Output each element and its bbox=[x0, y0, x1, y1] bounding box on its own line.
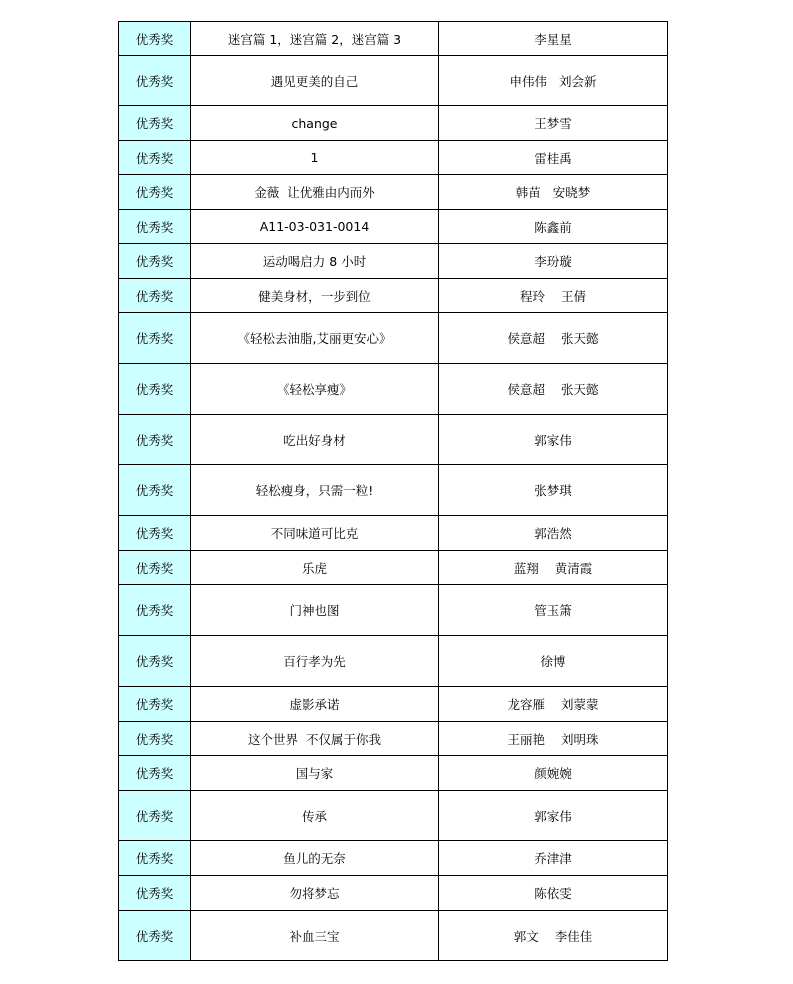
title-cell: 百行孝为先 bbox=[191, 636, 439, 687]
award-cell: 优秀奖 bbox=[119, 876, 191, 911]
award-cell: 优秀奖 bbox=[119, 791, 191, 841]
authors-cell: 郭家伟 bbox=[439, 791, 668, 841]
award-cell: 优秀奖 bbox=[119, 841, 191, 876]
table-row bbox=[119, 415, 668, 465]
table-row bbox=[119, 585, 668, 636]
title-cell: 门神也图 bbox=[191, 585, 439, 636]
title-cell: change bbox=[191, 106, 439, 141]
authors-cell: 申伟伟 刘会新 bbox=[439, 56, 668, 106]
title-cell: 乐虎 bbox=[191, 551, 439, 585]
title-cell: 不同味道可比克 bbox=[191, 516, 439, 551]
award-cell: 优秀奖 bbox=[119, 175, 191, 210]
authors-cell: 张梦琪 bbox=[439, 465, 668, 516]
authors-cell: 陈依雯 bbox=[439, 876, 668, 911]
table-row bbox=[119, 175, 668, 210]
table-row bbox=[119, 56, 668, 106]
title-cell: 补血三宝 bbox=[191, 911, 439, 961]
title-cell: 金薇 让优雅由内而外 bbox=[191, 175, 439, 210]
award-cell: 优秀奖 bbox=[119, 636, 191, 687]
table-row bbox=[119, 551, 668, 585]
award-cell: 优秀奖 bbox=[119, 465, 191, 516]
table-row bbox=[119, 313, 668, 364]
authors-cell: 王梦雪 bbox=[439, 106, 668, 141]
authors-cell: 李星星 bbox=[439, 22, 668, 56]
table-row bbox=[119, 210, 668, 244]
title-cell: 1 bbox=[191, 141, 439, 175]
table-row bbox=[119, 516, 668, 551]
table-row bbox=[119, 911, 668, 961]
authors-cell: 蓝翔 黄清霞 bbox=[439, 551, 668, 585]
authors-cell: 龙容雁 刘蒙蒙 bbox=[439, 687, 668, 722]
authors-cell: 管玉箫 bbox=[439, 585, 668, 636]
authors-cell: 王丽艳 刘明珠 bbox=[439, 722, 668, 756]
table-row bbox=[119, 279, 668, 313]
title-cell: 勿将梦忘 bbox=[191, 876, 439, 911]
title-cell: 轻松瘦身，只需一粒! bbox=[191, 465, 439, 516]
title-cell: 《轻松享瘦》 bbox=[191, 364, 439, 415]
title-cell: 国与家 bbox=[191, 756, 439, 791]
award-table-body bbox=[119, 22, 668, 961]
award-cell: 优秀奖 bbox=[119, 313, 191, 364]
authors-cell: 韩苗 安晓梦 bbox=[439, 175, 668, 210]
award-cell: 优秀奖 bbox=[119, 279, 191, 313]
authors-cell: 侯意超 张天懿 bbox=[439, 313, 668, 364]
table-row bbox=[119, 687, 668, 722]
table-row bbox=[119, 141, 668, 175]
title-cell: 这个世界 不仅属于你我 bbox=[191, 722, 439, 756]
authors-cell: 郭文 李佳佳 bbox=[439, 911, 668, 961]
award-cell: 优秀奖 bbox=[119, 106, 191, 141]
title-cell: 虚影承诺 bbox=[191, 687, 439, 722]
table-row bbox=[119, 636, 668, 687]
authors-cell: 陈鑫前 bbox=[439, 210, 668, 244]
title-cell: A11-03-031-0014 bbox=[191, 210, 439, 244]
title-cell: 《轻松去油脂,艾丽更安心》 bbox=[191, 313, 439, 364]
authors-cell: 侯意超 张天懿 bbox=[439, 364, 668, 415]
award-cell: 优秀奖 bbox=[119, 585, 191, 636]
award-cell: 优秀奖 bbox=[119, 722, 191, 756]
authors-cell: 徐博 bbox=[439, 636, 668, 687]
title-cell: 健美身材，一步到位 bbox=[191, 279, 439, 313]
award-cell: 优秀奖 bbox=[119, 911, 191, 961]
authors-cell: 雷桂禹 bbox=[439, 141, 668, 175]
award-table bbox=[118, 21, 668, 961]
table-row bbox=[119, 841, 668, 876]
authors-cell: 乔津津 bbox=[439, 841, 668, 876]
award-cell: 优秀奖 bbox=[119, 56, 191, 106]
table-row bbox=[119, 876, 668, 911]
table-row bbox=[119, 791, 668, 841]
title-cell: 鱼儿的无奈 bbox=[191, 841, 439, 876]
table-row bbox=[119, 244, 668, 279]
title-cell: 吃出好身材 bbox=[191, 415, 439, 465]
table-row bbox=[119, 364, 668, 415]
authors-cell: 李玢璇 bbox=[439, 244, 668, 279]
award-cell: 优秀奖 bbox=[119, 756, 191, 791]
award-cell: 优秀奖 bbox=[119, 244, 191, 279]
table-row bbox=[119, 106, 668, 141]
award-cell: 优秀奖 bbox=[119, 22, 191, 56]
award-cell: 优秀奖 bbox=[119, 551, 191, 585]
title-cell: 运动喝启力 8 小时 bbox=[191, 244, 439, 279]
authors-cell: 郭家伟 bbox=[439, 415, 668, 465]
table-row bbox=[119, 465, 668, 516]
table-row bbox=[119, 722, 668, 756]
table-row bbox=[119, 756, 668, 791]
award-cell: 优秀奖 bbox=[119, 415, 191, 465]
title-cell: 遇见更美的自己 bbox=[191, 56, 439, 106]
award-cell: 优秀奖 bbox=[119, 687, 191, 722]
title-cell: 迷宫篇 1，迷宫篇 2，迷宫篇 3 bbox=[191, 22, 439, 56]
award-cell: 优秀奖 bbox=[119, 210, 191, 244]
authors-cell: 程玲 王倩 bbox=[439, 279, 668, 313]
award-cell: 优秀奖 bbox=[119, 141, 191, 175]
award-cell: 优秀奖 bbox=[119, 516, 191, 551]
table-row bbox=[119, 22, 668, 56]
authors-cell: 颜婉婉 bbox=[439, 756, 668, 791]
award-cell: 优秀奖 bbox=[119, 364, 191, 415]
title-cell: 传承 bbox=[191, 791, 439, 841]
authors-cell: 郭浩然 bbox=[439, 516, 668, 551]
